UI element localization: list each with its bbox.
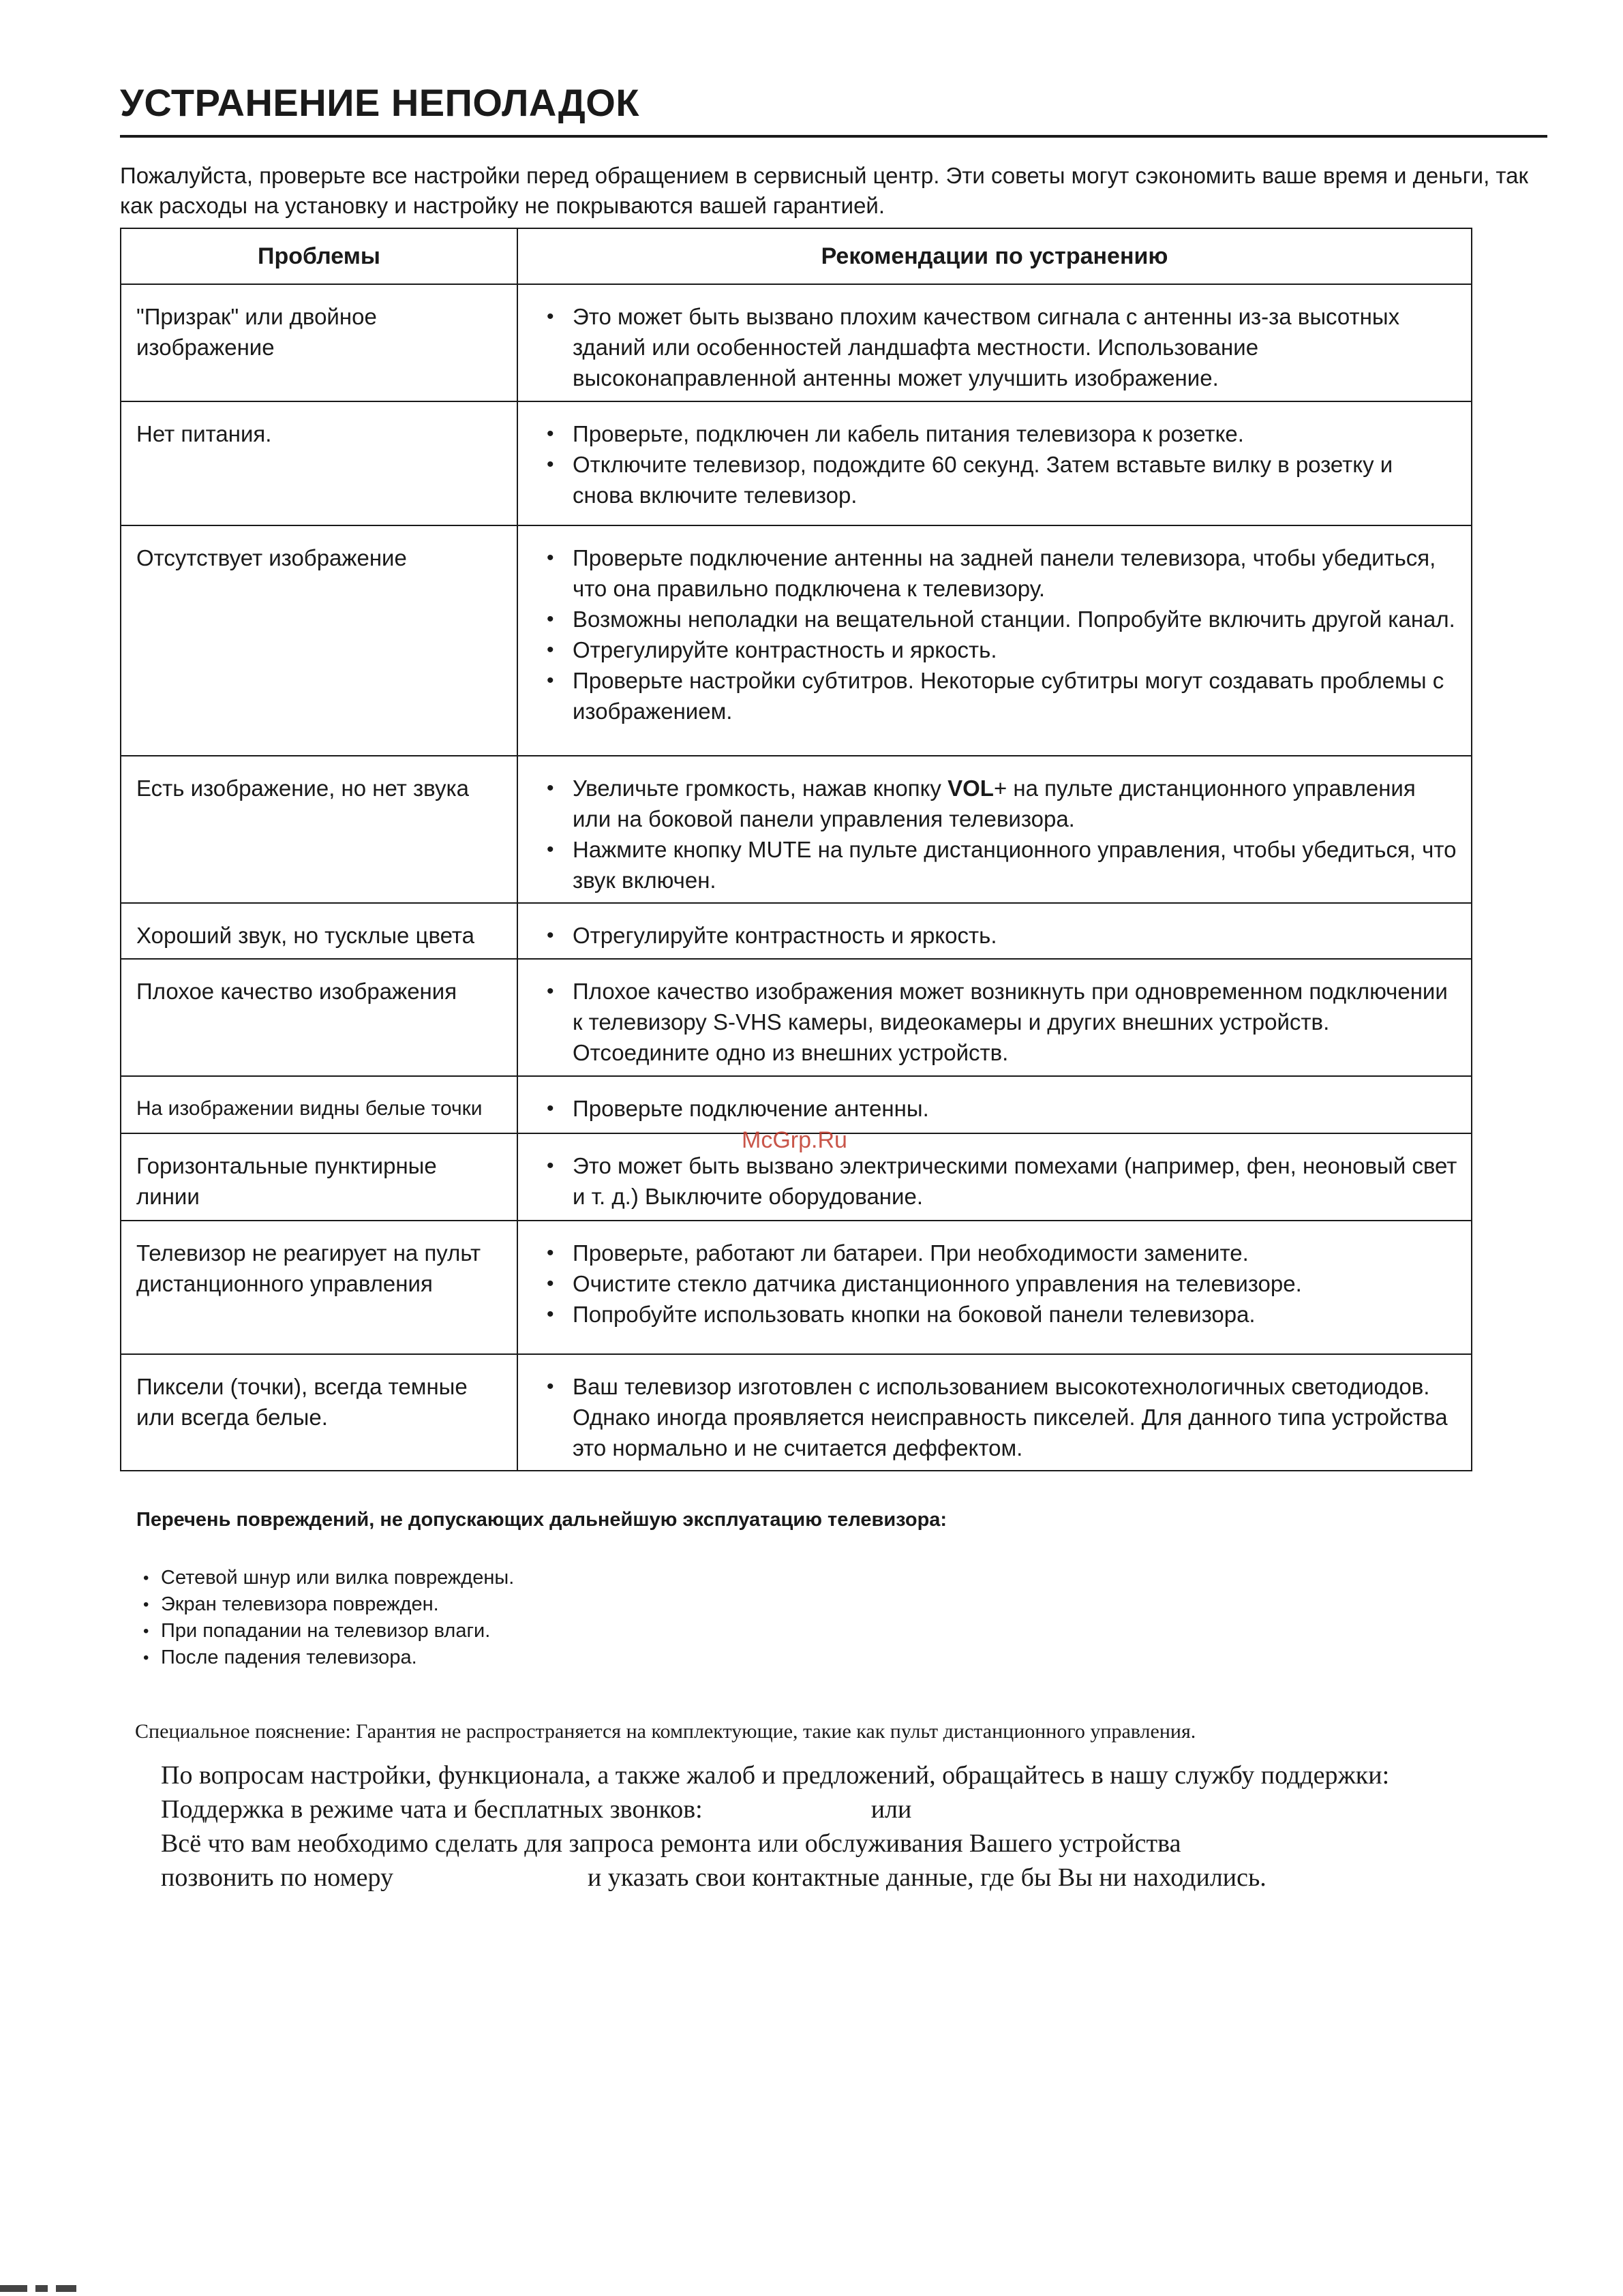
table-row (121, 284, 1472, 401)
solution-tip: • Ваш телевизор изготовлен с использованием высокотехнологичных светодиодов. Однако иногда проявляется неисправность пикселей. Для данного типа устройства это нормально и не считается деффектом. (532, 1371, 1457, 1463)
solution-cell (517, 525, 1472, 756)
problem-cell: Горизонтальные пунктирные линии (121, 1133, 517, 1221)
intro-paragraph: Пожалуйста, проверьте все настройки перед обращением в сервисный центр. Эти советы могут сэкономить ваше время и деньги, так как расходы на установку и настройку не покрываются вашей гарантией. (120, 163, 1528, 218)
solution-tip: • Это может быть вызвано плохим качеством сигнала с антенны из-за высотных зданий или особенностей ландшафта местности. Использование высоконаправленной антенны может улучшить изображение. (532, 301, 1457, 393)
solution-tip: • Отключите телевизор, подождите 60 секунд. Затем вставьте вилку в розетку и снова включите телевизор. (532, 449, 1457, 510)
support-line: Поддержка в режиме чата и бесплатных звонков: или (161, 1795, 912, 1824)
list-item: • Сетевой шнур или вилка повреждены. (136, 1565, 514, 1591)
tip-text: + на пульте дистанционного управления или на боковой панели управления телевизора. (573, 776, 1416, 831)
solution-tip: • Проверьте подключение антенны на задней панели телевизора, чтобы убедиться, что она правильно подключена к телевизору. (532, 542, 1457, 604)
problem-cell: Телевизор не реагирует на пульт дистанционного управления (121, 1221, 517, 1354)
page-title: УСТРАНЕНИЕ НЕПОЛАДОК (120, 81, 640, 124)
solution-cell (517, 401, 1472, 525)
table-row (121, 525, 1472, 756)
solution-tip: • Очистите стекло датчика дистанционного управления на телевизоре. (532, 1268, 1457, 1299)
solution-cell (517, 959, 1472, 1076)
solution-tip: • Проверьте настройки субтитров. Некоторые субтитры могут создавать проблемы с изображением. (532, 665, 1457, 726)
support-line: позвонить по номеру и указать свои контактные данные, где бы Вы ни находились. (161, 1863, 1266, 1892)
problem-cell: Есть изображение, но нет звука (121, 756, 517, 903)
watermark: McGrp.Ru (742, 1127, 847, 1153)
list-item: • При попадании на телевизор влаги. (136, 1618, 514, 1644)
list-item: • Экран телевизора поврежден. (136, 1591, 514, 1618)
vol-key-label: VOL (947, 776, 994, 801)
solution-tip: • Плохое качество изображения может возникнуть при одновременном подключении к телевизору S-VHS камеры, видеокамеры и других внешних устройств. Отсоедините одно из внешних устройств. (532, 976, 1457, 1068)
solution-tip: • Нажмите кнопку MUTE на пульте дистанционного управления, чтобы убедиться, что звук включен. (532, 834, 1457, 896)
solution-tip: • Попробуйте использовать кнопки на боковой панели телевизора. (532, 1299, 1457, 1330)
solution-tip: • Это может быть вызвано электрическими помехами (например, фен, неоновый свет и т. д.) Выключите оборудование. (532, 1150, 1457, 1212)
table-row (121, 401, 1472, 525)
solution-tip: • Проверьте подключение антенны. (532, 1093, 1457, 1124)
special-note: Специальное пояснение: Гарантия не распространяется на комплектующие, такие как пульт дистанционного управления. (135, 1720, 1196, 1743)
column-header-solutions: Рекомендации по устранению (517, 228, 1472, 284)
support-line: Всё что вам необходимо сделать для запроса ремонта или обслуживания Вашего устройства (161, 1829, 1181, 1858)
problem-cell: Отсутствует изображение (121, 525, 517, 756)
damage-list-title: Перечень повреждений, не допускающих дальнейшую эксплуатацию телевизора: (136, 1509, 947, 1531)
table-row (121, 959, 1472, 1076)
solution-cell (517, 1354, 1472, 1471)
problem-cell: Плохое качество изображения (121, 959, 517, 1076)
problem-cell: На изображении видны белые точки (121, 1076, 517, 1133)
table-row (121, 903, 1472, 959)
table-row (121, 1354, 1472, 1471)
table-row (121, 756, 1472, 903)
solution-tip: • Проверьте, работают ли батареи. При необходимости замените. (532, 1238, 1457, 1268)
solution-cell (517, 1133, 1472, 1221)
solution-tip: • Возможны неполадки на вещательной станции. Попробуйте включить другой канал. (532, 604, 1457, 634)
troubleshooting-table (120, 228, 1472, 1471)
solution-cell (517, 903, 1472, 959)
title-divider (120, 135, 1547, 138)
footer-marks (0, 2283, 109, 2293)
problem-cell: Хороший звук, но тусклые цвета (121, 903, 517, 959)
table-row (121, 1221, 1472, 1354)
problem-cell: Пиксели (точки), всегда темные или всегда белые. (121, 1354, 517, 1471)
solution-cell (517, 1221, 1472, 1354)
solution-cell (517, 284, 1472, 401)
solution-tip: • Отрегулируйте контрастность и яркость. (532, 920, 1457, 951)
solution-cell (517, 1076, 1472, 1133)
list-item: • После падения телевизора. (136, 1644, 514, 1671)
column-header-problems: Проблемы (121, 228, 517, 284)
table-header-row (121, 228, 1472, 284)
support-block (161, 1758, 1389, 1895)
solution-tip: • Отрегулируйте контрастность и яркость. (532, 634, 1457, 665)
table-row (121, 1076, 1472, 1133)
support-line: По вопросам настройки, функционала, а также жалоб и предложений, обращайтесь в нашу службу поддержки: (161, 1761, 1390, 1790)
solution-tip: • Проверьте, подключен ли кабель питания телевизора к розетке. (532, 418, 1457, 449)
solution-tip (532, 773, 1457, 834)
solution-cell (517, 756, 1472, 903)
problem-cell: "Призрак" или двойное изображение (121, 284, 517, 401)
tip-text: Увеличьте громкость, нажав кнопку (573, 776, 948, 801)
damage-list (136, 1565, 514, 1671)
problem-cell: Нет питания. (121, 401, 517, 525)
